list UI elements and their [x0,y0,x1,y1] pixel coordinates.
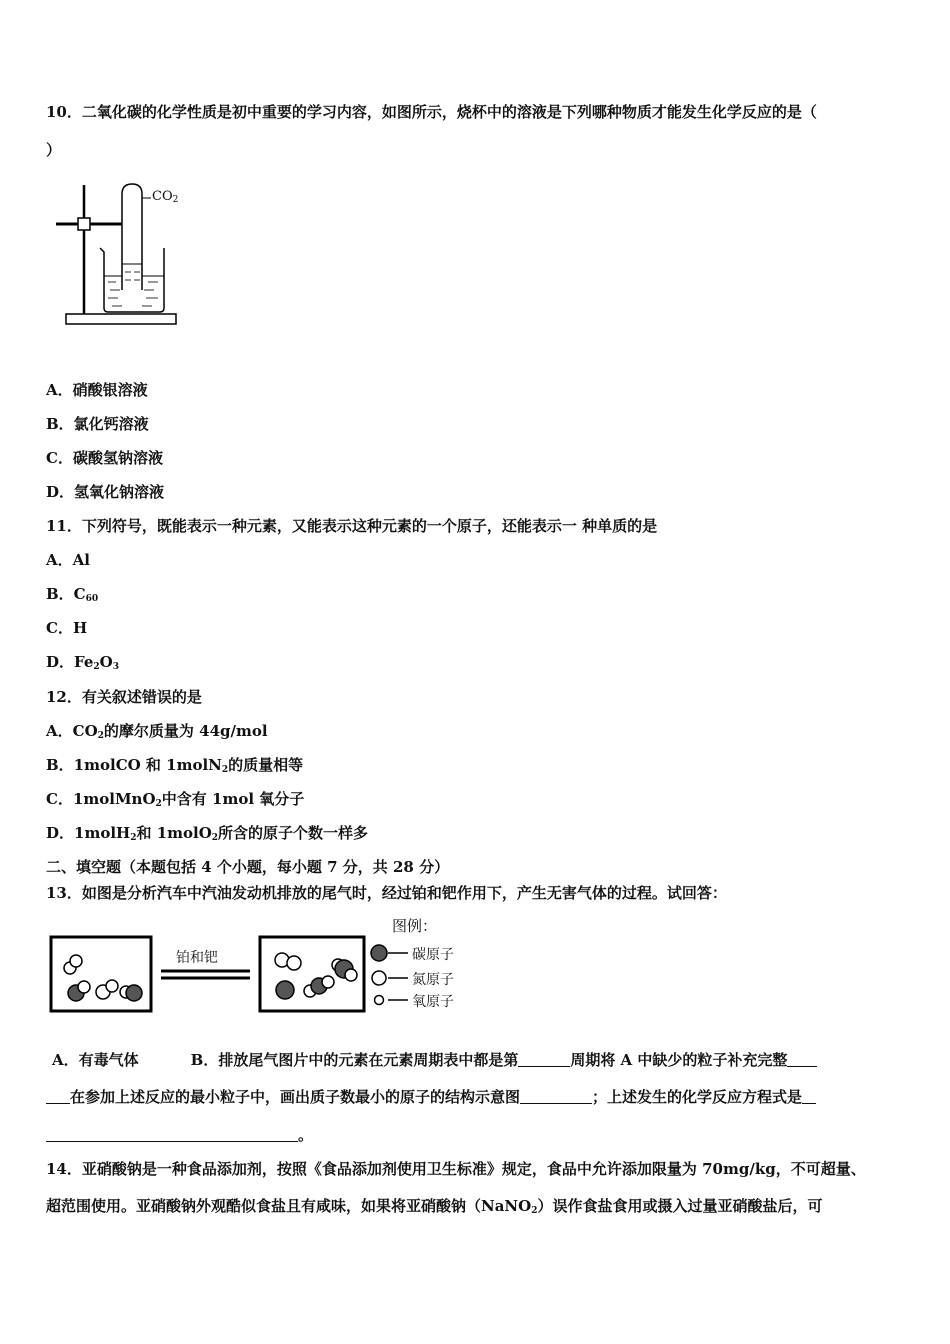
q11-stem: 11．下列符号，既能表示一种元素，又能表示这种元素的一个原子，还能表示一 种单质的是 [46,517,658,535]
q10-stem-end: ） [46,141,62,159]
blank-particle-b[interactable] [46,1088,70,1104]
q12-b-post: 的质量相等 [228,756,304,774]
q13-line1-a: A．有毒气体 [52,1051,139,1069]
q11-b-sub: 60 [85,594,99,604]
q12-c-sub: 2 [155,799,162,809]
q12-option-a [46,721,910,746]
co2-label-text: CO [152,189,173,204]
blank-period[interactable] [518,1051,570,1067]
q14-line2-pre: 超范围使用。亚硝酸钠外观酷似食盐且有咸味，如果将亚硝酸钠（NaNO [46,1197,532,1215]
catalyst-label: 铂和钯 [176,950,218,966]
q14-line-1: 14．亚硝酸钠是一种食品添加剂，按照《食品添加剂使用卫生标准》规定，食品中允许添加限量为 70mg/kg，不可超量、 [46,1160,866,1178]
q11-option-c: C．H [46,619,88,637]
q12-d-pre: D．1molH [46,824,131,842]
legend-carbon-label: 碳原子 [412,947,454,963]
clamp-boss [78,218,90,230]
q12-d-sub1: 2 [130,833,137,843]
q14-line2-sub: 2 [531,1206,538,1216]
blank-structure-diagram[interactable] [520,1088,592,1104]
q11-option-b [46,584,910,609]
q14-line-2 [46,1196,910,1221]
q13-line2-b: ；上述发生的化学反应方程式是 [592,1088,803,1106]
q11-option-d [46,652,910,677]
q10-stem [46,102,910,122]
q12-stem: 12．有关叙述错误的是 [46,688,202,706]
q14-line2-post: ）误作食盐食用或摄入过量亚硝酸盐后，可 [537,1197,823,1215]
q12-a-post: 的摩尔质量为 44g/mol [103,722,268,740]
blank-equation[interactable] [46,1126,298,1142]
section-heading: 二、填空题（本题包括 4 个小题，每小题 7 分，共 28 分） [46,858,450,876]
q13-line1-b: B．排放尾气图片中的元素在元素周期表中都是第 [190,1051,519,1069]
q11-d-sub1: 2 [93,662,100,672]
q13-line1-c: 周期将 A 中缺少的粒子补充完整 [570,1051,788,1069]
q12-option-c [46,789,910,814]
q11-b-text: B．C [46,585,86,603]
legend-carbon-symbol [371,945,387,961]
q11-option-a: A．Al [46,551,90,569]
q13-stem: 13．如图是分析汽车中汽油发动机排放的尾气时，经过铂和钯作用下，产生无害气体的过程。试回答： [46,884,727,902]
q13-answer-line-2 [46,1087,910,1107]
co2-label-sub: 2 [172,195,179,205]
q12-b-pre: B．1molCO 和 1molN [46,756,222,774]
legend-oxygen-label: 氧原子 [412,994,454,1010]
q10-option-c: C．碳酸氢钠溶液 [46,449,163,467]
blank-particle-a[interactable] [787,1051,817,1067]
q12-option-b [46,755,910,780]
q13-answer-line-3 [46,1125,910,1145]
legend-nitrogen-symbol [372,971,386,985]
q12-d-mid: 和 1molO [136,824,212,842]
stand-base [66,314,176,324]
q13-line2-a: 在参加上述反应的最小粒子中，画出质子数最小的原子的结构示意图 [70,1088,521,1106]
legend-nitrogen-label: 氮原子 [412,972,454,988]
q12-d-post: 所含的原子个数一样多 [218,824,369,842]
q11-d-sub2: 3 [112,662,119,672]
q13-answer-line-1 [52,1050,910,1070]
q11-d-text: D．Fe [46,653,94,671]
q10-stem-text: 10．二氧化碳的化学性质是初中重要的学习内容，如图所示，烧杯中的溶液是下列哪种物质才能发生化学反应的是（ [46,103,817,121]
legend-symbols [368,942,413,1012]
q12-option-d [46,823,910,848]
legend-oxygen-symbol [375,996,384,1005]
test-tube [122,184,142,290]
q13-line3-end: 。 [298,1126,314,1144]
q12-c-pre: C．1molMnO [46,790,156,808]
legend-title: 图例： [392,917,438,935]
q10-option-b: B．氯化钙溶液 [46,415,149,433]
q12-a-pre: A．CO [46,722,98,740]
co2-label [152,189,178,205]
q12-d-sub2: 2 [211,833,219,843]
q10-option-d: D．氢氧化钠溶液 [46,483,165,501]
q10-option-a: A．硝酸银溶液 [46,381,148,399]
blank-equation-start[interactable] [802,1088,816,1104]
q12-b-sub: 2 [221,765,229,775]
q12-a-sub: 2 [97,731,104,741]
q12-c-post: 中含有 1mol 氧分子 [161,790,305,808]
q11-d-mid: O [99,653,113,671]
